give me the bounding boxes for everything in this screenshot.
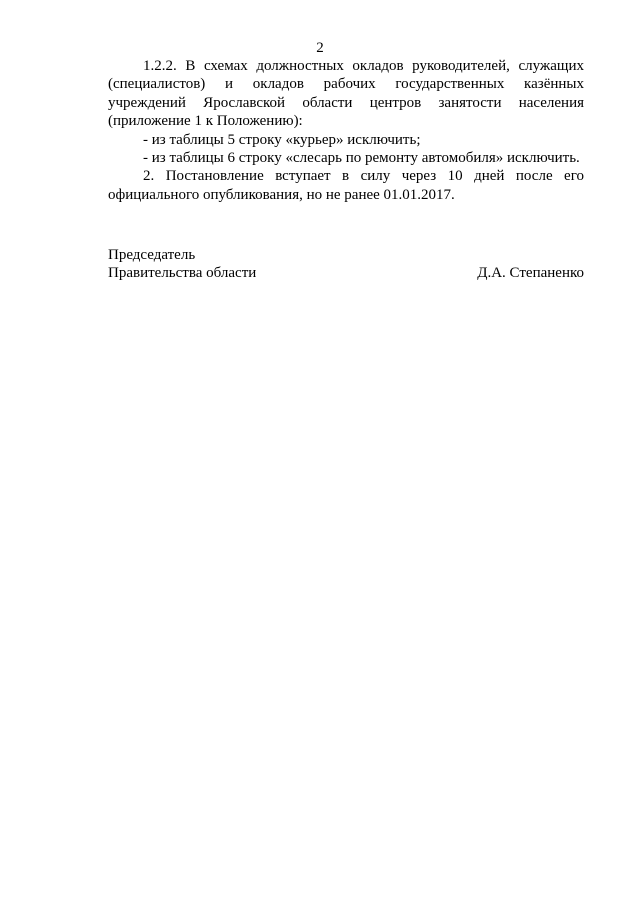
paragraph-1-2-2: 1.2.2. В схемах должностных окладов руководителей, служащих (специалистов) и окладов рабочих государственных казённых учреждений Ярославской области центров занятости населения (приложение 1 к Положению): (108, 58, 584, 130)
document-body (108, 57, 584, 204)
page-number: 2 (316, 40, 324, 56)
signatory-title-line2: Правительства области (108, 265, 257, 282)
paragraph-effective-date: 2. Постановление вступает в силу через 10 дней после его официального опубликования, но не ранее 01.01.2017. (108, 168, 584, 203)
signatory-name: Д.А. Степаненко (477, 265, 584, 282)
signature-block (108, 246, 584, 283)
paragraph-mechanic-item: - из таблицы 6 строку «слесарь по ремонту автомобиля» исключить. (143, 150, 580, 167)
paragraph-courier-item: - из таблицы 5 строку «курьер» исключить; (143, 131, 421, 148)
signature-row (108, 264, 584, 282)
signatory-title-line1: Председатель (108, 247, 196, 263)
